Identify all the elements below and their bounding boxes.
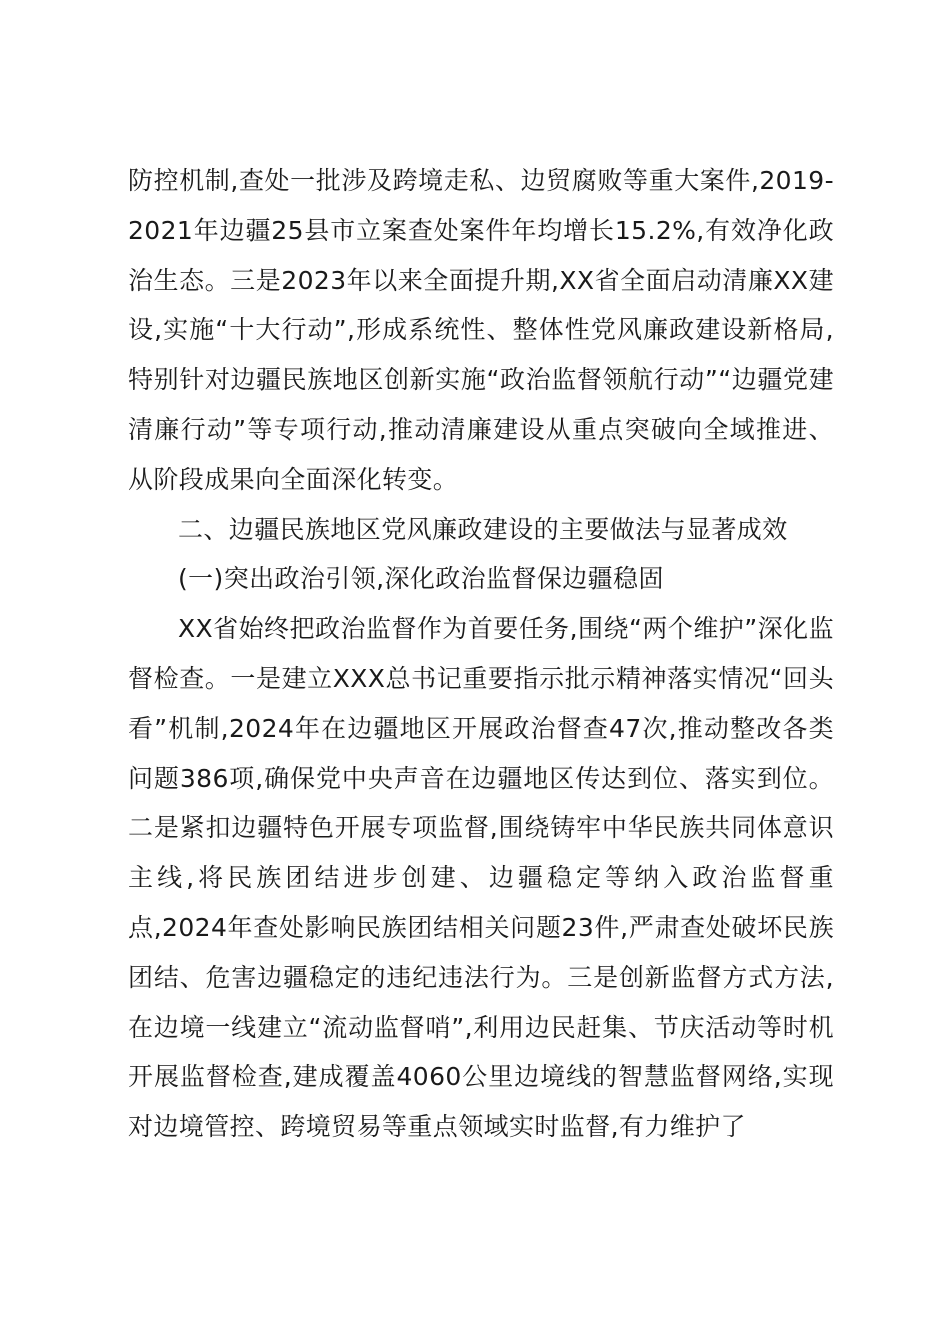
document-body — [128, 156, 834, 1152]
paragraph-continuation: 防控机制,查处一批涉及跨境走私、边贸腐败等重大案件,2019-2021年边疆25县市立案查处案件年均增长15.2%,有效净化政治生态。三是2023年以来全面提升期,XX省全面启动清廉XX建设,实施“十大行动”,形成系统性、整体性党风廉政建设新格局,特别针对边疆民族地区创新实施“政治监督领航行动”“边疆党建清廉行动”等专项行动,推动清廉建设从重点突破向全域推进、从阶段成果向全面深化转变。 — [128, 166, 834, 494]
subsection-heading: (一)突出政治引领,深化政治监督保边疆稳固 — [178, 564, 664, 594]
section-heading: 二、边疆民族地区党风廉政建设的主要做法与显著成效 — [178, 514, 788, 544]
paragraph-body: XX省始终把政治监督作为首要任务,围绕“两个维护”深化监督检查。一是建立XXX总书记重要指示批示精神落实情况“回头看”机制,2024年在边疆地区开展政治督查47次,推动整改各类问题386项,确保党中央声音在边疆地区传达到位、落实到位。二是紧扣边疆特色开展专项监督,围绕铸牢中华民族共同体意识主线,将民族团结进步创建、边疆稳定等纳入政治监督重点,2024年查处影响民族团结相关问题23件,严肃查处破坏民族团结、危害边疆稳定的违纪违法行为。三是创新监督方式方法,在边境一线建立“流动监督哨”,利用边民赶集、节庆活动等时机开展监督检查,建成覆盖4060公里边境线的智慧监督网络,实现对边境管控、跨境贸易等重点领域实时监督,有力维护了 — [128, 614, 834, 1142]
